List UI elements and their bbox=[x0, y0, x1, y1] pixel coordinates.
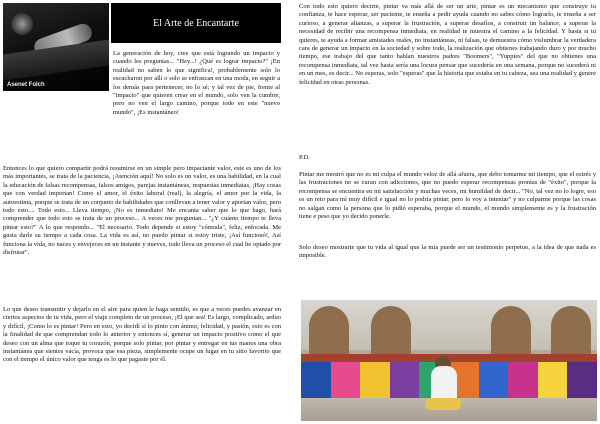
postscript-label: P.D. bbox=[299, 154, 310, 161]
mural-photo bbox=[301, 300, 597, 421]
arch-shape bbox=[309, 306, 349, 354]
paragraph-2: Lo que deseo transmitir y dejarlo en el aire para quien le haga sentido, es que a veces puedes avanzar en ciertos aspectos de tu vida, pero el viaje completo de un proceso, ¡El que sea! Es largo, complicado, arduo y difícil, ¡Como lo es pintar! Pero en esto, yo decidí sí lo pinto con ánimo, felicidad, y pasión, esto es con la finalidad de que comprendan todo lo anterior y entonces sí, generar un impacto positivo como el que deseo con un alma que toque tu corazón, porque solo pintar, por pintar y entregar en tus manos una obra instantánea que sientes vacía, provoca que esa pieza, simplemente ocupe un lugar en tu sitio favorito que con el tiempo el único valor que tenga es lo que pagaste por él. bbox=[3, 306, 281, 364]
mural-tile bbox=[508, 362, 538, 398]
title-box bbox=[111, 3, 281, 43]
intro-paragraph: La generación de hoy, cree que está logrando un impacto y cuando les preguntas... "Hey...! ¿Qué es lograr impacto?" ¡En realidad no saben lo que significa!, probablemente solo lo escucharon por allí o solo se enfrascan en una moda, en seguir a los demás para pertenecer, no lo sé; y tal vez de pie, frente al "impacto" que quieren crear en el mundo, solo ven la cumbre, pero no ven el largo camino, porque todo en este "nuevo mundo", ¡Es instantáneo! bbox=[113, 50, 280, 116]
mural-tile bbox=[567, 362, 597, 398]
paragraph-3: Con todo esto quiero decirte, pintar va más allá de ser un arte, pintar es un mecanismo que construye tu confianza, te hace esperar, ser paciente, te enseña a pedir ayuda cuando no sabes cómo lograrlo, te enseña a ser curioso, a generar alianzas, a superar la frustración, a superar desafíos, a construir un balance, a superar la necesidad de recibir una recompensa inmediata, en realidad te muestra el camino a la felicidad. Y hasta si tú quieres, te ayuda a formar amistades reales, no instantáneas, ni falsas, te demuestra cómo vislumbrar la verdadera cara de generar un impacto en la sociedad y sobre todo, la realización que obtienes trabajando duro y por mucho tiempo, ese trabajo del que tanto hablan nuestros padres "Boomers", "Yuppies" del que no obtienes una recompensa inmediata, tal vez hasta sería una locura pensar que sucedería en una semana, porque no sucederá ni en un mes, es decir... No esperas, solo "esperas" que la historia que estaba en tu cabeza, sea una realidad y genere felicidad en otras personas. bbox=[299, 3, 596, 86]
mural-tile bbox=[360, 362, 390, 398]
arch-shape bbox=[371, 306, 411, 354]
mural-tile bbox=[538, 362, 568, 398]
mural-tile bbox=[479, 362, 509, 398]
author-photo bbox=[3, 3, 109, 91]
mural-tile bbox=[390, 362, 420, 398]
mural-tile bbox=[331, 362, 361, 398]
paragraph-5: Solo deseo mostrarte que tu vida al igual que la mía puede ser un testimonio perpetuo, a la idea de que nada es imposible. bbox=[299, 244, 596, 260]
person-legs bbox=[425, 398, 461, 410]
arch-shape bbox=[551, 306, 591, 354]
mural-tile bbox=[301, 362, 331, 398]
author-name: Asenet Folch bbox=[7, 82, 45, 88]
arch-shape bbox=[491, 306, 531, 354]
paragraph-1: Entonces lo que quiero compartir podrá resumirse en un simple pero impactante valor, este es uno de los más importantes, se trata de la paciencia, ¡Atención aquí! No solo es un valor, es una habilidad, en la cual la educación de falsas recompensas, falsos amigos, parejas instantáneas, respuestas inmediatas, ¡Hay cosas que con verdad importan! Como el amor, el éxito laboral (real), la alegría, el amor por la vida, la autoestima, porque se trata de un conjunto de habilidades que conllevan a tener valor y aportan valor, pero todo esto.... Todo esto... Lleva tiempo, ¡No es inmediato! Me encanta saber que lo que hago, hará comprender que todo esto se trata de un proceso... A veces me preguntan... "¿Y cuánto tiempo te lleva pintar esto?" A lo que respondo... "El necesario. Todo depende si estoy "cómoda", feliz, enfocada. Me gusta darle su tiempo a cada cosa. La vida es así, no puedo pintar si estoy triste, ¡Así funcionó!, Así funciona la vida, no naces y envejeces en un instante y nueves, todo lleva un proceso el cual he optado por disfrutar". bbox=[3, 165, 281, 257]
lamp-shape bbox=[11, 13, 33, 35]
page-title: El Arte de Encantarte bbox=[153, 17, 239, 29]
paragraph-4: Pintar me mostró que no es mi culpa el mundo veloz de allá afuera, que debo tomarme mi tiempo, que el estrés y las frustraciones no se curan con adicciones, que no puedo esperar recompensas prontas de "éxito", porque la recompensa se encuentra en mi satisfacción y muchas veces, mi humildad de decir... "No, tal vez no lo logre, eso es un reto para mí muy difícil e igual no lo podría pintar, pero lo voy a intentar" y no culparme porque las cosas no salgan como la persona que lo pidió esperaba, porque el mundo, el mundo simplemente es y la frustración tiene e peso que yo decido ponerle. bbox=[299, 171, 596, 221]
